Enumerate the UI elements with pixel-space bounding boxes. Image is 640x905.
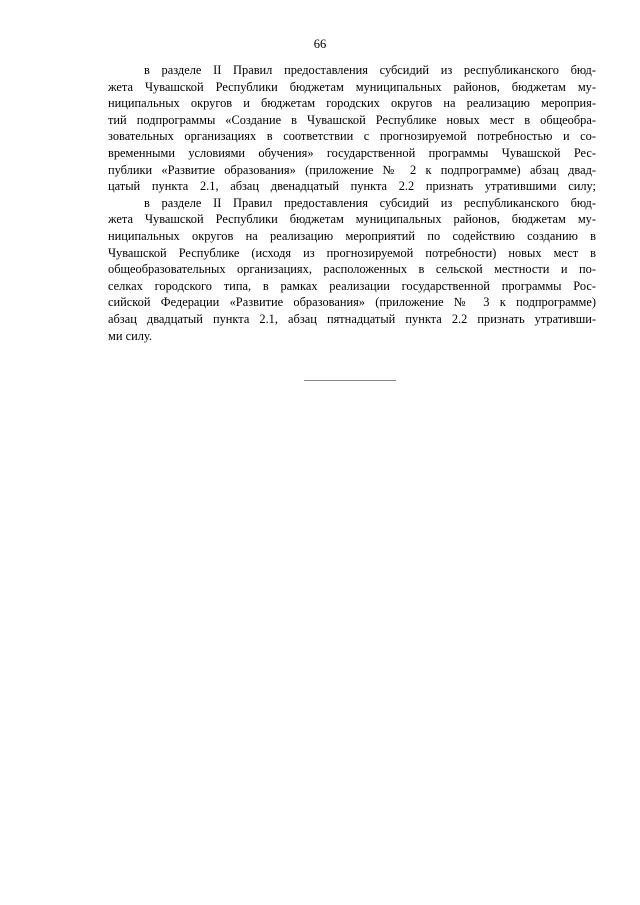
text-line: ниципальных округов на реализацию мероприятий по содействию созданию в bbox=[108, 228, 596, 243]
paragraph-2 bbox=[108, 195, 596, 344]
text-line: жета Чувашской Республики бюджетам муниципальных районов, бюджетам му- bbox=[108, 79, 596, 94]
text-line: в разделе II Правил предоставления субсидий из республиканского бюд- bbox=[144, 195, 596, 210]
text-line: жета Чувашской Республики бюджетам муниципальных районов, бюджетам му- bbox=[108, 212, 596, 227]
text-line: в разделе II Правил предоставления субсидий из республиканского бюд- bbox=[144, 63, 596, 77]
text-line: временными условиями обучения» государственной программы Чувашской Рес- bbox=[108, 145, 596, 160]
text-line: общеобразовательных организациях, расположенных в сельской местности и по- bbox=[108, 262, 596, 277]
page-number: 66 bbox=[313, 37, 327, 51]
text-line: цатый пункта 2.1, абзац двенадцатый пункта 2.2 признать утратившими силу; bbox=[108, 179, 596, 194]
paragraph-1 bbox=[108, 62, 596, 195]
text-line: сийской Федерации «Развитие образования» (приложение № 3 к подпрограмме) bbox=[108, 295, 596, 310]
document-body bbox=[108, 62, 596, 344]
text-line: ниципальных округов и бюджетам городских округов на реализацию мероприя- bbox=[108, 96, 596, 111]
end-separator-line bbox=[304, 380, 396, 381]
text-line: селках городского типа, в рамках реализации государственной программы Рос- bbox=[108, 278, 596, 293]
text-line: Чувашской Республике (исходя из прогнозируемой потребности) новых мест в bbox=[108, 245, 596, 260]
text-line: абзац двадцатый пункта 2.1, абзац пятнадцатый пункта 2.2 признать утративши- bbox=[108, 311, 596, 326]
text-line: публики «Развитие образования» (приложение № 2 к подпрограмме) абзац двад- bbox=[108, 162, 596, 177]
text-line: тий подпрограммы «Создание в Чувашской Республике новых мест в общеобра- bbox=[108, 112, 596, 127]
text-line: зовательных организациях в соответствии с прогнозируемой потребностью и со- bbox=[108, 129, 596, 144]
text-line: ми силу. bbox=[108, 328, 152, 343]
